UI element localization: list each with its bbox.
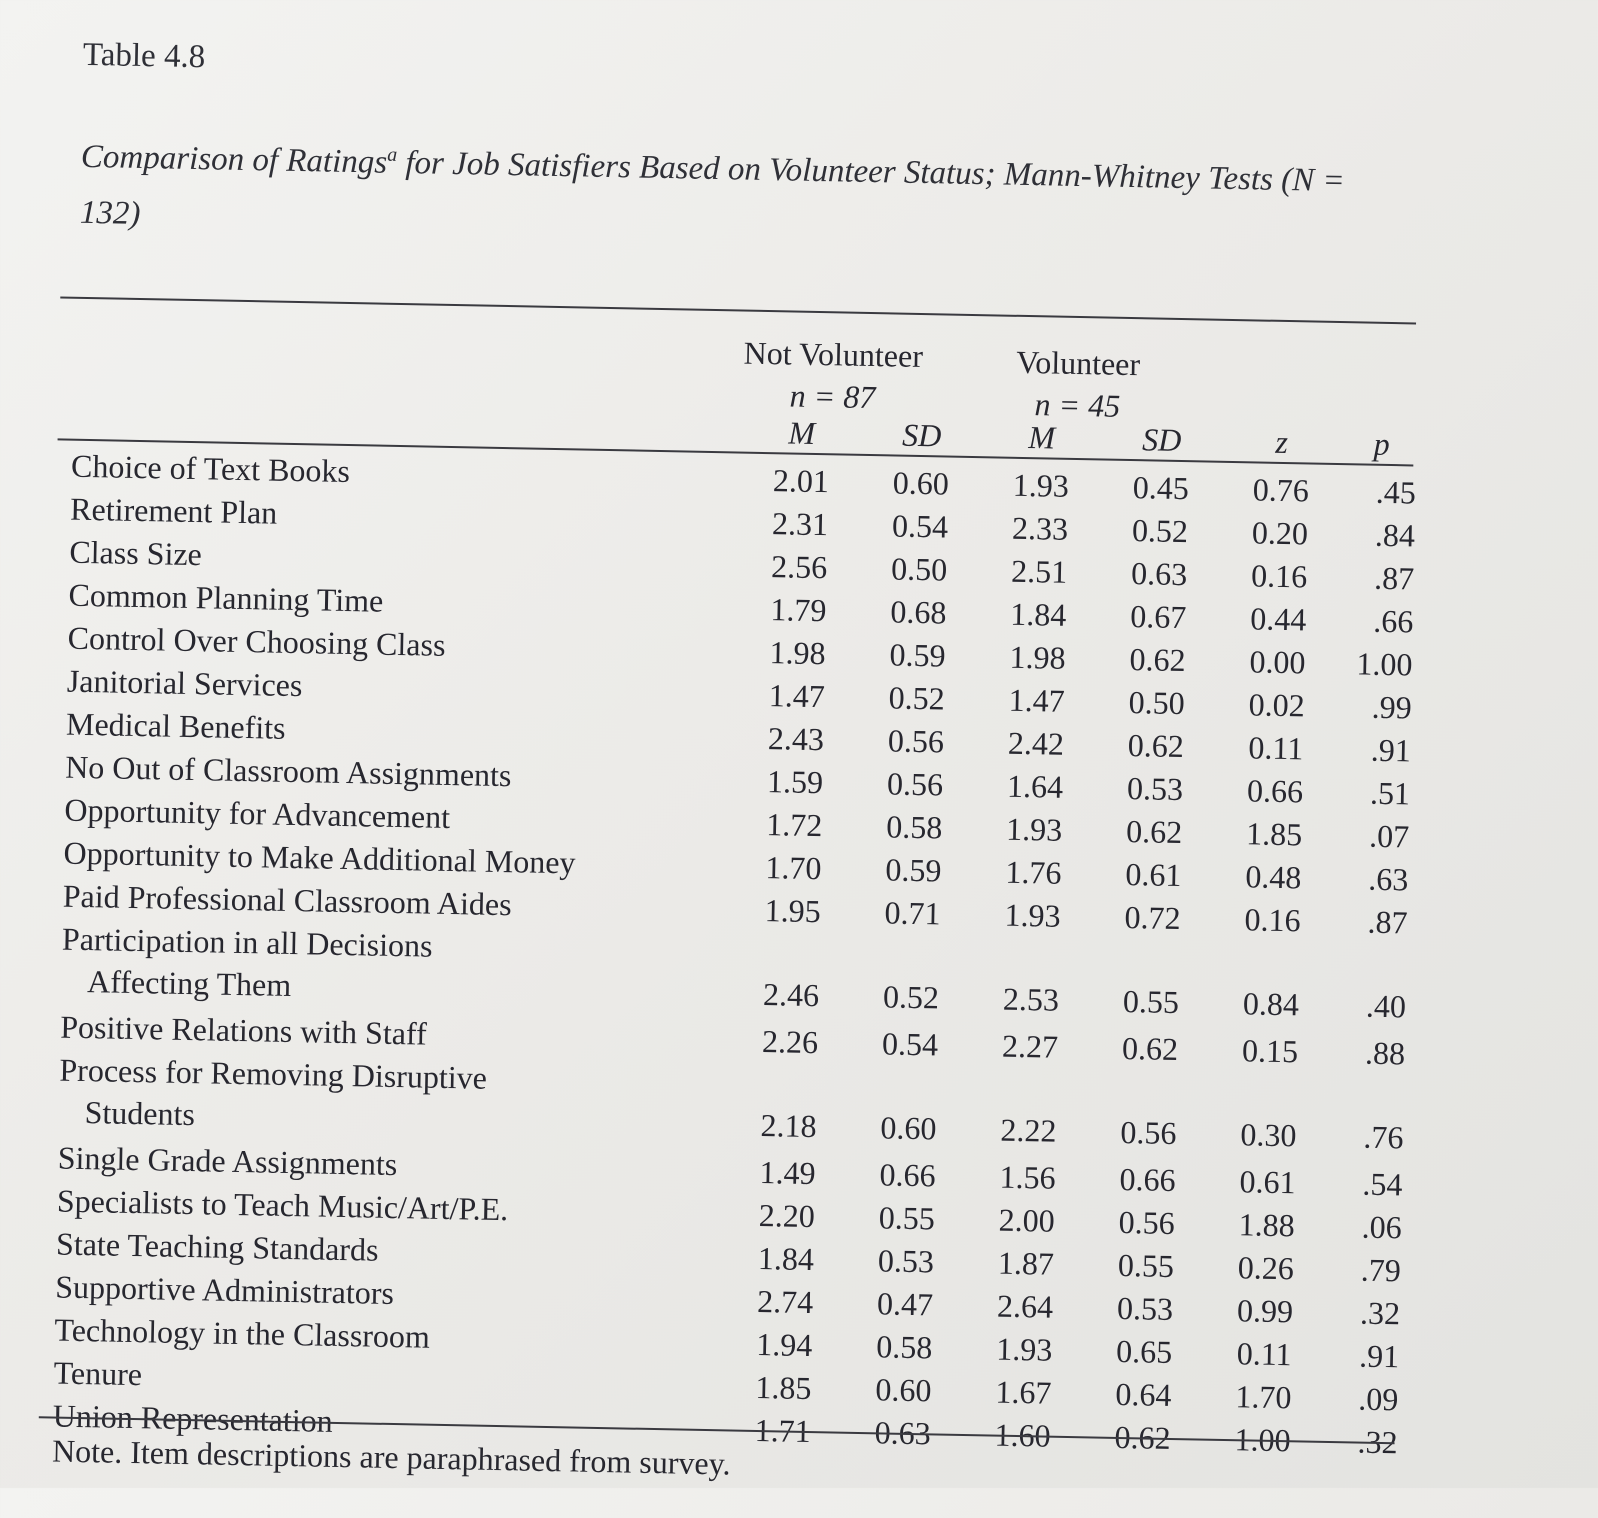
top-rule xyxy=(60,296,1416,324)
table-cell: .32 xyxy=(1359,1294,1401,1332)
table-cell: 2.26 xyxy=(761,1023,819,1061)
group-name: Volunteer xyxy=(1015,343,1141,383)
group-n: n = 87 xyxy=(789,377,876,416)
table-cell: 0.52 xyxy=(888,679,946,717)
row-label xyxy=(70,488,278,534)
group-n: n = 45 xyxy=(1034,386,1121,424)
table-cell: 2.31 xyxy=(771,505,829,543)
table-cell: .79 xyxy=(1360,1251,1402,1289)
table-cell: .87 xyxy=(1373,559,1415,597)
table-cell: 2.64 xyxy=(996,1287,1054,1325)
table-cell: 0.60 xyxy=(875,1371,932,1409)
row-label-line: Specialists to Teach Music/Art/P.E. xyxy=(56,1182,509,1228)
table-cell: 2.20 xyxy=(758,1197,816,1235)
table-cell: 0.20 xyxy=(1251,514,1309,552)
table-cell: 0.16 xyxy=(1250,557,1308,595)
table-cell: 1.95 xyxy=(764,892,821,930)
table-cell: 0.56 xyxy=(1118,1203,1176,1242)
table-cell: 0.54 xyxy=(891,507,949,545)
row-label-line: Retirement Plan xyxy=(69,490,278,531)
group-name: Not Volunteer xyxy=(743,334,924,375)
table-cell: 0.59 xyxy=(889,636,946,674)
column-header: SD xyxy=(901,416,942,454)
table-cell: 1.98 xyxy=(1009,638,1066,676)
table-cell: 1.47 xyxy=(768,677,826,715)
table-cell: 1.00 xyxy=(1234,1421,1291,1459)
table-cell: 0.66 xyxy=(879,1156,936,1194)
row-label xyxy=(60,1006,427,1055)
row-label xyxy=(54,1309,430,1358)
table-cell: .06 xyxy=(1361,1208,1403,1246)
table-cell: 1.87 xyxy=(997,1244,1055,1282)
table-cell: 2.18 xyxy=(760,1107,817,1145)
table-cell: 0.15 xyxy=(1241,1032,1299,1070)
table-cell: 0.26 xyxy=(1237,1249,1295,1287)
table-cell: 2.22 xyxy=(1000,1111,1057,1149)
table-cell: 1.79 xyxy=(770,591,827,629)
group-not-volunteer xyxy=(702,331,964,420)
row-label xyxy=(66,703,286,749)
row-label-line: Paid Professional Classroom Aides xyxy=(62,877,512,923)
table-cell: 2.74 xyxy=(756,1283,814,1321)
table-cell: 0.76 xyxy=(1252,471,1310,509)
row-label xyxy=(67,617,446,666)
table-cell: 1.71 xyxy=(754,1411,812,1450)
table-cell: 0.11 xyxy=(1248,729,1304,767)
row-label xyxy=(64,789,450,838)
row-label-line: State Teaching Standards xyxy=(55,1225,379,1268)
table-cell: 2.51 xyxy=(1010,552,1068,590)
table-cell: 0.48 xyxy=(1245,858,1302,896)
table-cell: 1.93 xyxy=(1004,896,1061,934)
table-cell: .91 xyxy=(1370,731,1412,769)
table-cell: 0.61 xyxy=(1239,1163,1296,1201)
table-cell: 1.98 xyxy=(769,634,826,672)
table-cell: 0.60 xyxy=(892,464,950,502)
row-label xyxy=(53,1352,142,1396)
row-label xyxy=(57,1180,509,1231)
table-cell: 2.43 xyxy=(767,720,825,758)
row-label xyxy=(61,918,433,1009)
table-note: Note. Item descriptions are paraphrased from survey. xyxy=(51,1432,731,1482)
row-label xyxy=(68,574,383,622)
table-cell: 0.52 xyxy=(882,978,940,1016)
table-cell: 0.11 xyxy=(1236,1335,1292,1373)
table-cell: 1.00 xyxy=(1356,645,1413,683)
row-label-line: Supportive Administrators xyxy=(54,1268,395,1312)
table-cell: 2.46 xyxy=(762,976,820,1014)
table-cell: 0.58 xyxy=(885,808,943,846)
table-cell: .88 xyxy=(1364,1034,1406,1072)
table-cell: 0.72 xyxy=(1124,898,1181,937)
row-label-line: Control Over Choosing Class xyxy=(67,619,446,663)
row-label xyxy=(57,1137,397,1186)
table-cell: 0.02 xyxy=(1248,686,1306,724)
table-cell: 0.60 xyxy=(880,1109,937,1147)
table-cell: .91 xyxy=(1358,1337,1400,1375)
table-cell: 0.84 xyxy=(1242,985,1300,1023)
table-number: Table 4.8 xyxy=(82,36,206,76)
table-cell: 0.59 xyxy=(885,851,942,889)
table-cell: 1.94 xyxy=(755,1326,813,1364)
table-cell: 1.72 xyxy=(765,806,823,844)
row-label-line: Class Size xyxy=(69,533,203,573)
table-cell: 1.70 xyxy=(1235,1378,1292,1416)
table-cell: 0.55 xyxy=(878,1199,936,1237)
table-cell: 2.53 xyxy=(1002,980,1060,1018)
row-label-line: Tenure xyxy=(53,1354,143,1393)
table-cell: 1.93 xyxy=(1012,466,1070,504)
table-cell: 1.49 xyxy=(759,1154,816,1192)
table-title-post: for Job Satisfiers Based on Volunteer Status; Mann-Whitney Tests (N = 132) xyxy=(79,145,1346,232)
table-cell: 2.01 xyxy=(772,462,830,500)
table-cell: 0.66 xyxy=(1246,772,1304,810)
table-title-pre: Comparison of Ratings xyxy=(80,138,388,181)
column-header: SD xyxy=(1141,421,1182,458)
table-cell: 2.56 xyxy=(770,548,828,586)
table-cell: 2.27 xyxy=(1001,1027,1059,1065)
table-cell: 0.99 xyxy=(1236,1292,1294,1330)
table-cell: 0.62 xyxy=(1125,813,1183,851)
table-cell: 2.00 xyxy=(998,1201,1056,1239)
row-label-line: Technology in the Classroom xyxy=(54,1311,431,1355)
table-cell: .07 xyxy=(1368,817,1410,855)
table-cell: 0.62 xyxy=(1121,1029,1179,1068)
table-cell: 0.52 xyxy=(1131,512,1189,550)
row-label xyxy=(62,875,512,926)
table-cell: 0.56 xyxy=(887,722,945,760)
table-cell: 0.53 xyxy=(1116,1289,1174,1327)
table-cell: .66 xyxy=(1372,602,1414,640)
table-cell: .54 xyxy=(1362,1165,1403,1203)
row-label xyxy=(56,1223,379,1271)
row-label-line: No Out of Classroom Assignments xyxy=(64,748,512,794)
table-cell: .45 xyxy=(1375,473,1417,511)
row-label-line: Positive Relations with Staff xyxy=(59,1008,428,1052)
table-cell: 1.84 xyxy=(1010,595,1067,633)
table-title xyxy=(79,121,1381,266)
row-label-line: Process for Removing Disruptive xyxy=(59,1051,488,1096)
table-cell: 1.59 xyxy=(766,763,824,801)
table-cell: 0.66 xyxy=(1119,1160,1176,1199)
table-cell: 2.33 xyxy=(1011,509,1069,547)
table-cell: 1.84 xyxy=(757,1240,815,1278)
table-cell: .84 xyxy=(1374,516,1416,554)
row-label xyxy=(67,660,303,707)
table-cell: 1.60 xyxy=(994,1416,1051,1454)
table-cell: .09 xyxy=(1358,1380,1399,1418)
table-cell: 1.67 xyxy=(995,1373,1052,1411)
table-cell: 1.93 xyxy=(1005,810,1063,848)
row-label-line: Common Planning Time xyxy=(68,576,384,619)
table-cell: .76 xyxy=(1363,1118,1404,1156)
row-label xyxy=(58,1049,487,1141)
table-cell: 0.68 xyxy=(890,593,947,631)
table-cell: 1.70 xyxy=(765,849,822,887)
row-label-line: Union Representation xyxy=(52,1397,334,1439)
row-label-line: Students xyxy=(84,1094,196,1133)
table-cell: 0.47 xyxy=(876,1285,934,1323)
table-cell: 0.71 xyxy=(884,894,941,932)
table-cell: 0.30 xyxy=(1240,1116,1297,1154)
table-cell: 0.54 xyxy=(881,1025,939,1063)
table-cell: 0.53 xyxy=(1126,770,1184,808)
table-cell: 0.65 xyxy=(1115,1332,1173,1370)
row-label-line: Affecting Them xyxy=(86,963,292,1004)
table-cell: 0.58 xyxy=(875,1328,933,1366)
table-cell: 0.56 xyxy=(1120,1113,1177,1152)
table-title-footnote-mark: a xyxy=(387,143,398,166)
table-cell: 2.42 xyxy=(1007,724,1065,762)
table-cell: 1.47 xyxy=(1008,681,1066,719)
table-cell: 0.00 xyxy=(1249,643,1306,681)
table-cell: 0.16 xyxy=(1244,901,1301,939)
row-label-line: Single Grade Assignments xyxy=(57,1139,398,1183)
row-label xyxy=(55,1266,394,1314)
group-volunteer xyxy=(947,340,1209,429)
row-label-line: Janitorial Services xyxy=(66,662,303,704)
row-label-line: Opportunity to Make Additional Money xyxy=(63,834,576,881)
table-cell: 1.64 xyxy=(1006,767,1064,805)
table-cell: 0.61 xyxy=(1125,856,1182,894)
table-cell: 0.67 xyxy=(1130,598,1187,636)
table-cell: 0.62 xyxy=(1127,727,1185,765)
table-cell: 0.62 xyxy=(1114,1418,1171,1456)
table-cell: 0.50 xyxy=(1128,684,1186,722)
table-cell: 1.56 xyxy=(999,1158,1056,1196)
table-cell: 0.55 xyxy=(1117,1246,1175,1284)
table-cell: 1.93 xyxy=(995,1330,1053,1368)
row-label-line: Choice of Text Books xyxy=(70,447,351,490)
table-cell: 0.44 xyxy=(1250,600,1307,638)
table-cell: 1.88 xyxy=(1238,1206,1296,1244)
column-header: p xyxy=(1373,425,1391,462)
row-label xyxy=(65,746,512,797)
table-cell: 1.76 xyxy=(1005,853,1062,891)
table-cell: 1.85 xyxy=(755,1368,812,1407)
table-cell: .63 xyxy=(1368,860,1409,898)
table-cell: .40 xyxy=(1365,987,1407,1025)
table-cell: 1.85 xyxy=(1245,815,1303,853)
table-cell: 0.45 xyxy=(1132,469,1190,507)
table-cell: .99 xyxy=(1371,688,1413,726)
table-cell: 0.56 xyxy=(886,765,944,803)
column-header: M xyxy=(788,414,816,451)
row-label-line: Participation in all Decisions xyxy=(61,920,433,964)
column-header: z xyxy=(1275,423,1289,461)
column-header: M xyxy=(1028,419,1056,456)
table-cell: 0.62 xyxy=(1129,641,1186,679)
table-cell: 0.63 xyxy=(1130,555,1188,593)
table-cell: 0.50 xyxy=(890,550,948,588)
row-label xyxy=(69,531,202,576)
table-cell: .32 xyxy=(1357,1423,1398,1461)
table-cell: .51 xyxy=(1369,774,1411,812)
row-label-line: Medical Benefits xyxy=(65,705,286,746)
table-cell: 0.53 xyxy=(877,1242,935,1280)
table-cell: 0.64 xyxy=(1115,1375,1172,1413)
table-cell: .87 xyxy=(1367,903,1408,941)
row-label-line: Opportunity for Advancement xyxy=(64,791,451,836)
table-cell: 0.63 xyxy=(874,1414,931,1452)
table-cell: 0.55 xyxy=(1122,982,1180,1021)
row-label xyxy=(71,445,351,492)
